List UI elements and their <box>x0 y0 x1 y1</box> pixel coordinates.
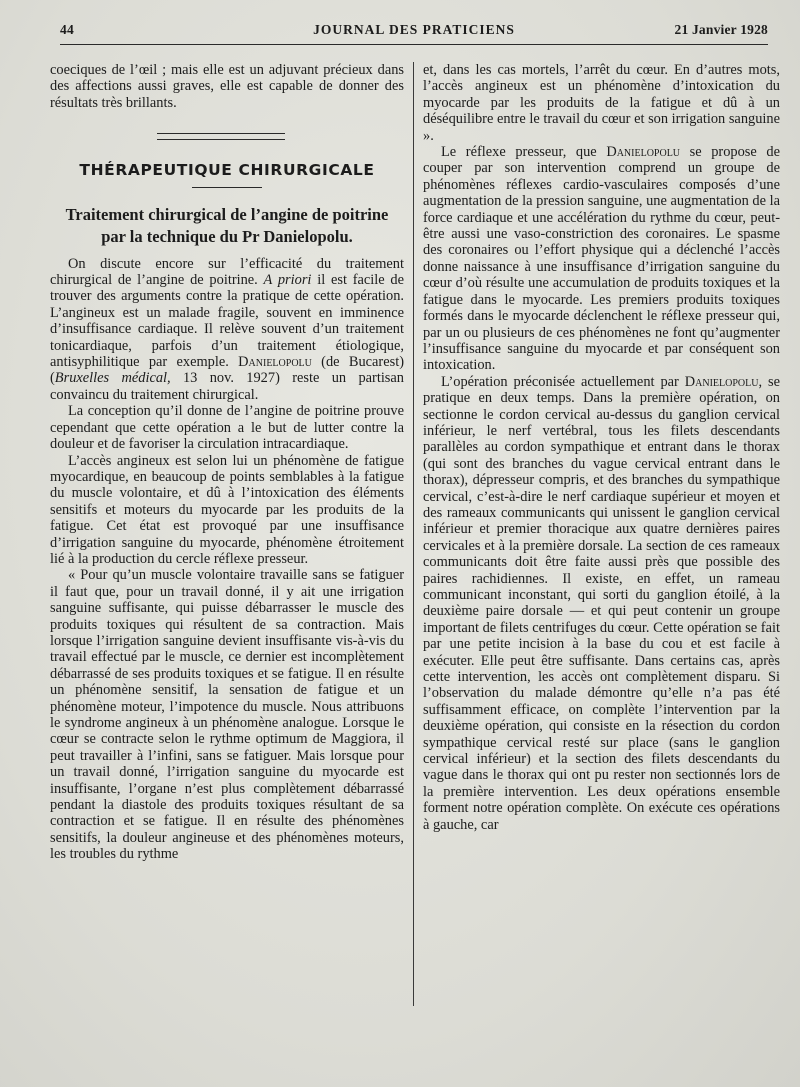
article-title-line1: Traitement chirurgical de l’angine de poitrine <box>65 204 389 224</box>
left-column <box>50 62 404 863</box>
text-run: , se pratique en deux temps. Dans la première opération, on sectionne le cordon cervical au-dessus du ganglion cervical inférieur, le nerf vertébral, tous les filets descendants parallèles au cordon sympathique et entrant dans le thorax (qui sont des branches du vague cervical entrant dans le thorax), dépresseur compris, et des branches du sympathique cervical, c’est-à-dire le nerf cardiaque supérieur et moyen et des rameaux communicants qui unissent le ganglion cervical inférieur et premier thoracique aux quatre dernières paires cervicales et à la première dorsale. La section de ces rameaux communicants doit être faite aussi près que possible des paires rachidiennes. Il existe, en effet, un rameau communicant inconstant, qui sorti du ganglion étoilé, à la deuxième paire dorsale — et qui peut contenir un groupe important de filets centrifuges du cœur. Cette opération se fait par une petite incision à la base du cou et est facile à exécuter. Elle peut être suffisante. Dans certains cas, après cette intervention, les accès ont complètement disparu. Si l’observation du malade démontre qu’elle n’a pas été suffisamment efficace, on complète l’intervention par la deuxième opération, qui consiste en la résection du cordon sympathique cervical resté sur place (sans le ganglion cervical inférieur) et la section des filets descendants du vague dans le thorax qui ont pu rester non sectionnés lors de la première intervention. Les deux opérations ensemble forment notre opération complète. On exécute ces opérations à gauche, car <box>423 373 780 833</box>
page-number: 44 <box>60 22 74 37</box>
body-paragraph: La conception qu’il donne de l’angine de poitrine prouve cependant que cette opération a le but de lutter contre la douleur et de favoriser la circulation intracardiaque. <box>50 403 404 453</box>
text-run: il est facile de trouver des arguments contre la pratique de cette opération. L’angineux est un malade fragile, souvent en imminence d’insuffisance cardiaque. Il relève souvent d’un traitement tonicardiaque, parfois d’un traitement étiologique, antisyphilitique par exemple. <box>50 272 404 371</box>
body-paragraph: L’accès angineux est selon lui un phénomène de fatigue myocardique, en beaucoup de points semblables à la fatigue du muscle volontaire, et dû à l’intoxication des éléments sensitifs et moteurs du myocarde par les produits de la fatigue. Cet état est provoqué par une insuffisance d’irrigation sanguine du myocarde, phénomène étroitement lié à la production du cercle réflexe presseur. <box>50 452 404 567</box>
text-run: L’opération préconisée actuellement par <box>441 373 685 390</box>
article-title-line2: par la technique du Pr Danielopolu. <box>101 226 353 246</box>
right-column <box>423 62 780 833</box>
author-name: Danielopolu <box>684 373 759 390</box>
article-title <box>50 204 404 248</box>
author-name: Danielopolu <box>238 354 312 371</box>
text-run: se propose de couper par son intervention comprend un groupe de phénomènes réflexes cardio-vasculaires composés d’une augmentation de la pression sanguine, une augmentation de la force cardiaque et une accélération du rythme du cœur, peut-être aussi une vaso-constriction des coronaires. Le spasme des coronaires ou l’effort physique qui a déclenché l’accès donne naissance à une insuffisance d’irrigation sanguine du cœur d’où résulte une accumulation de produits toxiques et la fatigue dans le myocarde. Les premiers produits toxiques formés dans le myocarde déclenchent le réflexe presseur qui, par un ou plusieurs de ces phénomènes ne font qu’augmenter l’insuffisance sanguine du myocarde et par conséquent son intoxication. <box>423 144 780 374</box>
body-paragraph <box>423 144 780 374</box>
text-run: Le réflexe presseur, que <box>441 144 607 161</box>
continued-paragraph: coeciques de l’œil ; mais elle est un adjuvant précieux dans des affections aussi graves, elle est capable de donner des résultats très brillants. <box>50 62 404 111</box>
text-run: (de Bucarest) ( <box>50 354 404 387</box>
author-name: Danielopolu <box>606 144 681 161</box>
ornament-divider <box>157 133 285 140</box>
issue-date: 21 Janvier 1928 <box>674 22 768 37</box>
body-paragraph <box>423 374 780 833</box>
column-divider <box>413 62 414 1006</box>
section-title: THÉRAPEUTIQUE CHIRURGICALE <box>79 161 375 180</box>
running-head <box>60 22 768 45</box>
quote-paragraph: « Pour qu’un muscle volontaire travaille sans se fatiguer il faut que, pour un travail donné, il y ait une irrigation sanguine suffisante, qui puisse débarrasser le muscle des produits toxiques qui résultent de sa contraction. Mais lorsque l’irrigation sanguine devient insuffisante vis-à-vis du travail effectué par le muscle, ce dernier est incomplètement débarrassé de ses produits toxiques et se fatigue. Il en résulte un phénomène sensitif, la sensation de fatigue et un phénomène moteur, l’impotence du muscle. Nous attribuons le syndrome angineux à un phénomène analogue. Lorsque le cœur se contracte selon le rythme optimum de Maggiora, il peut travailler à l’infini, sans se fatiguer. Mais lorsque pour un travail donné, l’irrigation sanguine du myocarde est insuffisante, l’organe n’est plus complètement débarrassé pendant la diastole des produits toxiques résultant de sa contraction et se fatigue. Il en résulte des phénomènes sensitifs, la douleur angineuse et des phénomènes moteurs, les troubles du rythme <box>50 567 404 863</box>
continued-paragraph: et, dans les cas mortels, l’arrêt du cœur. En d’autres mots, l’accès angineux est un phénomène d’intoxication du myocarde par les produits de la fatigue et dû à un déséquilibre entre le travail du cœur et son irrigation sanguine ». <box>423 62 780 144</box>
journal-title: JOURNAL DES PRATICIENS <box>313 22 515 37</box>
italic-text: A priori <box>263 272 312 289</box>
text-run: On discute encore sur l’efficacité du traitement chirurgical de l’angine de poitrine. <box>50 255 404 289</box>
section-underline <box>192 187 262 188</box>
journal-citation: Bruxelles médical, <box>54 370 171 387</box>
body-paragraph <box>50 256 404 404</box>
text-run: 13 nov. 1927) reste un partisan convaincu du traitement chirurgical. <box>50 370 404 403</box>
